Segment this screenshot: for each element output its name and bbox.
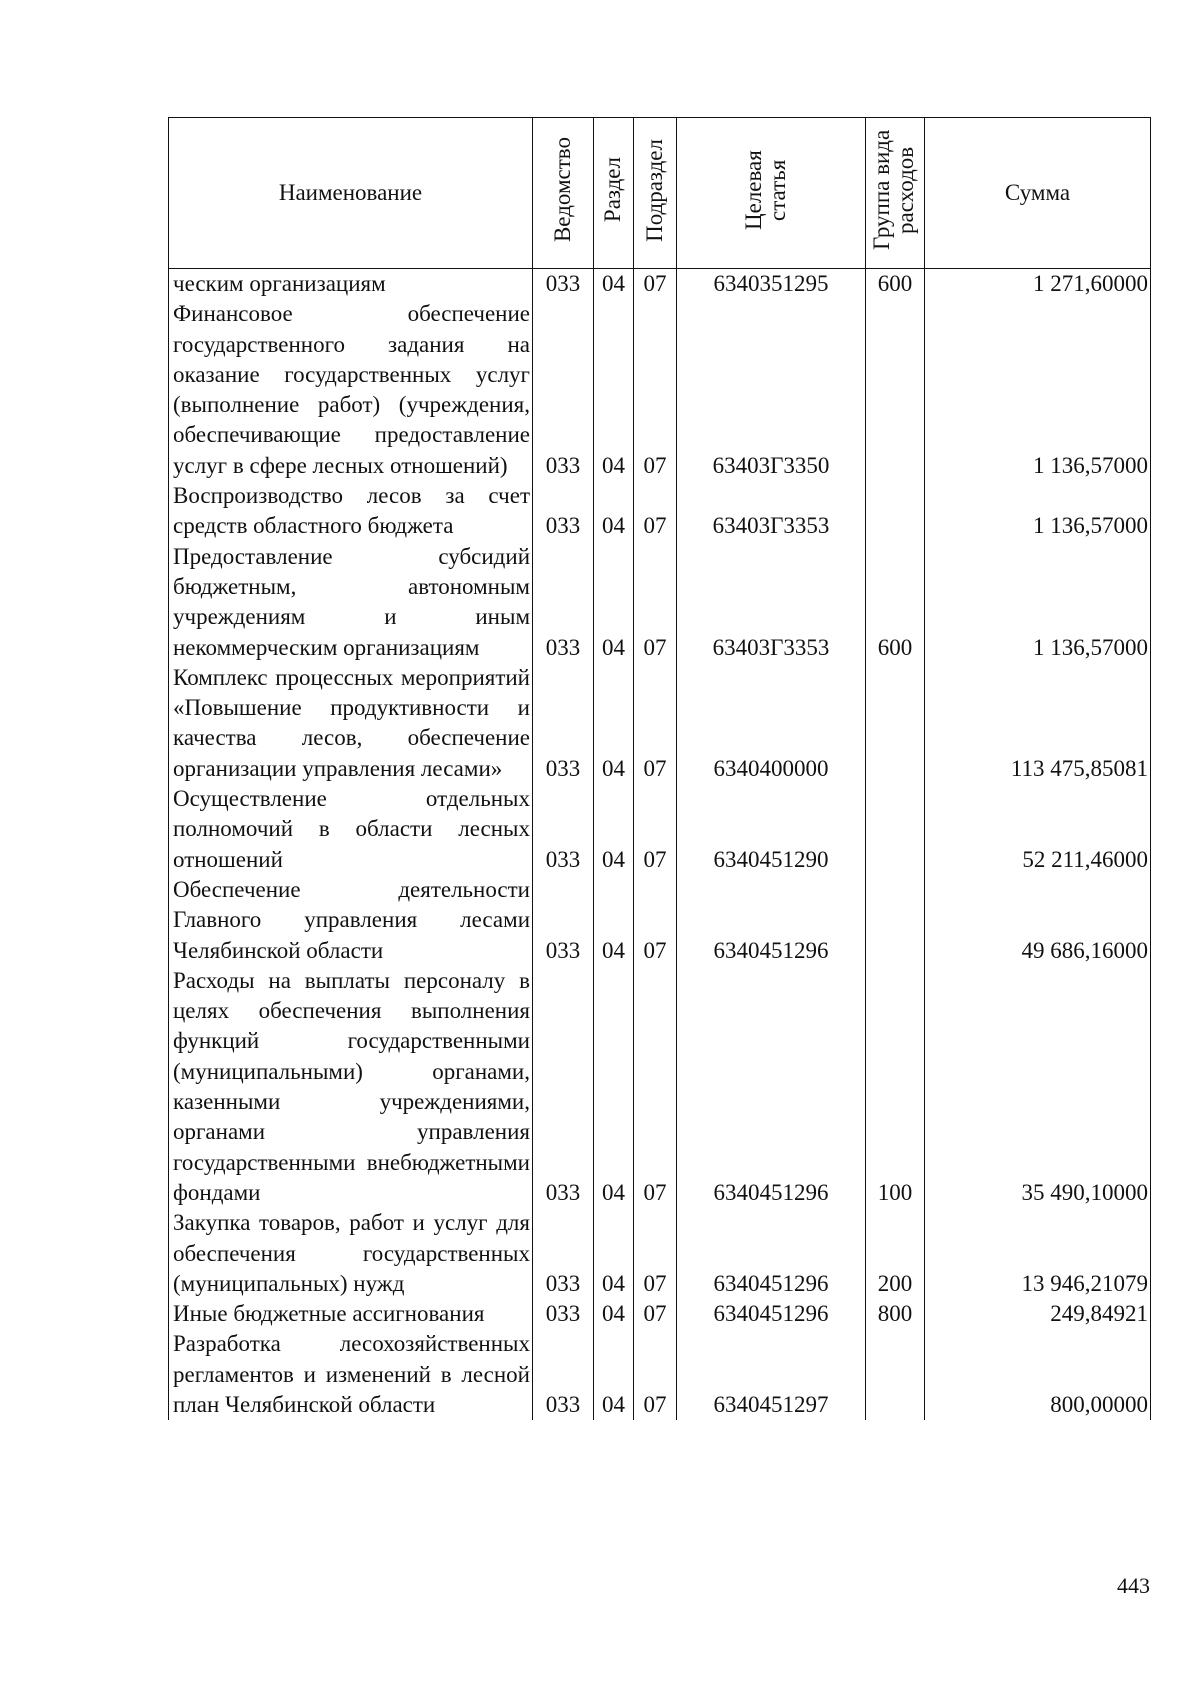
row-name: Комплекс процессных мероприятий «Повышение продуктивности и качества лесов, обеспечение организации управления лесами» bbox=[169, 663, 533, 784]
row-section: 04 bbox=[594, 481, 634, 542]
row-subsection: 07 bbox=[634, 966, 677, 1208]
row-amount: 1 136,57000 bbox=[925, 299, 1151, 481]
row-subsection: 07 bbox=[634, 784, 677, 875]
row-subsection: 07 bbox=[634, 299, 677, 481]
row-section: 04 bbox=[594, 299, 634, 481]
row-subsection: 07 bbox=[634, 1329, 677, 1420]
row-target-article: 6340451296 bbox=[677, 875, 866, 966]
row-amount: 800,00000 bbox=[925, 1329, 1151, 1420]
row-amount: 13 946,21079 bbox=[925, 1208, 1151, 1299]
row-subsection: 07 bbox=[634, 269, 677, 300]
row-department: 033 bbox=[533, 1329, 594, 1420]
row-section: 04 bbox=[594, 784, 634, 875]
row-name: Предоставление субсидий бюджетным, автономным учреждениям и иным некоммерческим организациям bbox=[169, 542, 533, 663]
row-department: 033 bbox=[533, 481, 594, 542]
row-name: Осуществление отдельных полномочий в области лесных отношений bbox=[169, 784, 533, 875]
row-amount: 249,84921 bbox=[925, 1299, 1151, 1329]
table-row bbox=[169, 481, 1151, 542]
row-subsection: 07 bbox=[634, 1299, 677, 1329]
row-name: Финансовое обеспечение государственного задания на оказание государственных услуг (выполнение работ) (учреждения, обеспечивающие предоставление услуг в сфере лесных отношений) bbox=[169, 299, 533, 481]
row-expense-group bbox=[866, 299, 925, 481]
row-section: 04 bbox=[594, 1329, 634, 1420]
table-row bbox=[169, 663, 1151, 784]
row-amount: 113 475,85081 bbox=[925, 663, 1151, 784]
row-section: 04 bbox=[594, 542, 634, 663]
table-row bbox=[169, 269, 1151, 300]
row-department: 033 bbox=[533, 1299, 594, 1329]
row-department: 033 bbox=[533, 784, 594, 875]
header-name: Наименование bbox=[169, 118, 533, 269]
row-subsection: 07 bbox=[634, 875, 677, 966]
row-amount: 1 271,60000 bbox=[925, 269, 1151, 300]
table-row bbox=[169, 542, 1151, 663]
row-name: Обеспечение деятельности Главного управления лесами Челябинской области bbox=[169, 875, 533, 966]
row-target-article: 6340451290 bbox=[677, 784, 866, 875]
row-department: 033 bbox=[533, 299, 594, 481]
row-target-article: 63403Г3353 bbox=[677, 481, 866, 542]
table-row bbox=[169, 1208, 1151, 1299]
header-section: Раздел bbox=[594, 118, 634, 269]
row-section: 04 bbox=[594, 1208, 634, 1299]
row-department: 033 bbox=[533, 663, 594, 784]
header-target-article: Целевая статья bbox=[677, 118, 866, 269]
header-department: Ведомство bbox=[533, 118, 594, 269]
row-subsection: 07 bbox=[634, 481, 677, 542]
row-section: 04 bbox=[594, 966, 634, 1208]
row-amount: 1 136,57000 bbox=[925, 542, 1151, 663]
row-subsection: 07 bbox=[634, 663, 677, 784]
row-department: 033 bbox=[533, 966, 594, 1208]
table-row bbox=[169, 966, 1151, 1208]
page-number: 443 bbox=[1117, 1573, 1150, 1598]
row-department: 033 bbox=[533, 1208, 594, 1299]
row-expense-group bbox=[866, 875, 925, 966]
table-row bbox=[169, 875, 1151, 966]
row-subsection: 07 bbox=[634, 1208, 677, 1299]
row-expense-group: 800 bbox=[866, 1299, 925, 1329]
budget-table bbox=[168, 117, 1151, 1420]
row-target-article: 6340351295 bbox=[677, 269, 866, 300]
table-row bbox=[169, 784, 1151, 875]
row-expense-group: 100 bbox=[866, 966, 925, 1208]
row-subsection: 07 bbox=[634, 542, 677, 663]
row-name: ческим организациям bbox=[169, 269, 533, 300]
row-amount: 35 490,10000 bbox=[925, 966, 1151, 1208]
row-amount: 49 686,16000 bbox=[925, 875, 1151, 966]
header-expense-group: Группа вида расходов bbox=[866, 118, 925, 269]
row-expense-group: 600 bbox=[866, 542, 925, 663]
row-expense-group bbox=[866, 1329, 925, 1420]
row-target-article: 6340400000 bbox=[677, 663, 866, 784]
row-section: 04 bbox=[594, 663, 634, 784]
row-target-article: 6340451296 bbox=[677, 1208, 866, 1299]
row-expense-group bbox=[866, 663, 925, 784]
header-row bbox=[169, 118, 1151, 269]
row-department: 033 bbox=[533, 875, 594, 966]
header-subsection: Подраздел bbox=[634, 118, 677, 269]
row-target-article: 6340451296 bbox=[677, 1299, 866, 1329]
row-name: Разработка лесохозяйственных регламентов и изменений в лесной план Челябинской области bbox=[169, 1329, 533, 1420]
row-target-article: 63403Г3350 bbox=[677, 299, 866, 481]
row-amount: 1 136,57000 bbox=[925, 481, 1151, 542]
row-department: 033 bbox=[533, 269, 594, 300]
table-row bbox=[169, 299, 1151, 481]
row-expense-group bbox=[866, 784, 925, 875]
row-name: Расходы на выплаты персоналу в целях обеспечения выполнения функций государственными (муниципальными) органами, казенными учреждениями, органами управления государственными внебюджетными фондами bbox=[169, 966, 533, 1208]
row-target-article: 63403Г3353 bbox=[677, 542, 866, 663]
row-name: Воспроизводство лесов за счет средств областного бюджета bbox=[169, 481, 533, 542]
row-department: 033 bbox=[533, 542, 594, 663]
row-target-article: 6340451297 bbox=[677, 1329, 866, 1420]
row-amount: 52 211,46000 bbox=[925, 784, 1151, 875]
row-section: 04 bbox=[594, 1299, 634, 1329]
row-section: 04 bbox=[594, 875, 634, 966]
row-target-article: 6340451296 bbox=[677, 966, 866, 1208]
row-name: Иные бюджетные ассигнования bbox=[169, 1299, 533, 1329]
row-expense-group: 200 bbox=[866, 1208, 925, 1299]
row-expense-group bbox=[866, 481, 925, 542]
row-section: 04 bbox=[594, 269, 634, 300]
row-name: Закупка товаров, работ и услуг для обеспечения государственных (муниципальных) нужд bbox=[169, 1208, 533, 1299]
table-row bbox=[169, 1329, 1151, 1420]
header-amount: Сумма bbox=[925, 118, 1151, 269]
row-expense-group: 600 bbox=[866, 269, 925, 300]
table-row bbox=[169, 1299, 1151, 1329]
